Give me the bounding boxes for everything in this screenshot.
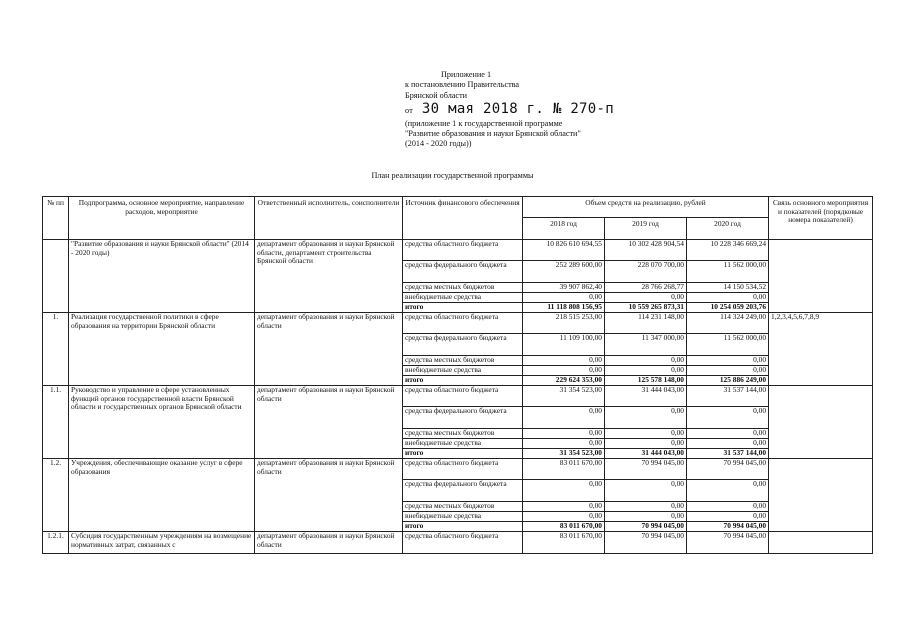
row-source: итого (403, 303, 523, 313)
row-value: 0,00 (605, 512, 687, 522)
row-value: 11 347 000,00 (605, 334, 687, 356)
row-value: 10 302 428 904,54 (605, 240, 687, 261)
row-source: средства федерального бюджета (403, 480, 523, 502)
row-value: 0,00 (523, 429, 605, 439)
row-value: 31 354 523,00 (523, 449, 605, 459)
row-source: средства областного бюджета (403, 240, 523, 261)
row-source: средства местных бюджетов (403, 502, 523, 512)
col-header-2020: 2020 год (687, 218, 769, 240)
row-value: 39 907 862,40 (523, 283, 605, 293)
row-value: 228 070 700,00 (605, 261, 687, 283)
row-value: 28 766 268,77 (605, 283, 687, 293)
row-num: 1.2. (43, 459, 69, 532)
row-value: 0,00 (605, 356, 687, 366)
row-value: 218 515 253,00 (523, 313, 605, 334)
row-name: Субсидия государственным учреждениям на возмещение нормативных затрат, связанных с (69, 532, 255, 554)
row-value: 14 150 534,52 (687, 283, 769, 293)
row-source: итого (403, 522, 523, 532)
program-plan-table (42, 196, 873, 554)
row-value: 11 109 100,00 (523, 334, 605, 356)
row-value: 0,00 (605, 293, 687, 303)
resolution-label: к постановлению Правительства (405, 80, 520, 90)
row-value: 70 994 045,00 (687, 522, 769, 532)
row-source: итого (403, 376, 523, 386)
row-value: 0,00 (523, 356, 605, 366)
row-value: 0,00 (687, 480, 769, 502)
row-value: 10 559 265 873,31 (605, 303, 687, 313)
row-value: 0,00 (687, 293, 769, 303)
row-name: "Развитие образования и науки Брянской области" (2014 - 2020 годы) (69, 240, 255, 313)
row-exec: департамент образования и науки Брянской области (255, 459, 403, 532)
row-value: 125 578 148,00 (605, 376, 687, 386)
col-header-name: Подпрограмма, основное мероприятие, направление расходов, мероприятие (69, 197, 255, 240)
row-value: 0,00 (605, 439, 687, 449)
row-source: средства федерального бюджета (403, 334, 523, 356)
table-row (43, 240, 873, 261)
row-value: 70 994 045,00 (605, 522, 687, 532)
row-value: 0,00 (523, 480, 605, 502)
row-source: внебюджетные средства (403, 366, 523, 376)
row-value: 70 994 045,00 (687, 532, 769, 554)
row-name: Учреждения, обеспечивающие оказание услуг в сфере образования (69, 459, 255, 532)
row-value: 83 011 670,00 (523, 522, 605, 532)
col-header-source: Источник финансового обеспечения (403, 197, 523, 240)
row-value: 114 231 148,00 (605, 313, 687, 334)
program-name: "Развитие образования и науки Брянской области" (405, 129, 581, 139)
row-value: 0,00 (523, 512, 605, 522)
row-value: 0,00 (523, 293, 605, 303)
row-value: 0,00 (687, 429, 769, 439)
row-source: средства местных бюджетов (403, 283, 523, 293)
row-num (43, 240, 69, 313)
region-label: Брянской области (405, 90, 468, 100)
row-value: 70 994 045,00 (605, 532, 687, 554)
row-value: 70 994 045,00 (605, 459, 687, 480)
row-value: 0,00 (523, 366, 605, 376)
row-link (769, 386, 873, 459)
row-source: средства областного бюджета (403, 459, 523, 480)
order-date-line (405, 101, 614, 119)
row-exec: департамент образования и науки Брянской области (255, 386, 403, 459)
row-value: 0,00 (687, 439, 769, 449)
program-years: (2014 - 2020 годы)) (405, 139, 472, 149)
row-value: 125 886 249,00 (687, 376, 769, 386)
row-exec: департамент образования и науки Брянской области (255, 313, 403, 386)
order-date: 30 мая 2018 г. (421, 100, 545, 117)
row-value: 31 354 523,00 (523, 386, 605, 407)
row-value: 229 624 353,00 (523, 376, 605, 386)
row-value: 0,00 (687, 356, 769, 366)
row-value: 11 562 000,00 (687, 334, 769, 356)
row-value: 0,00 (523, 439, 605, 449)
col-header-num: № пп (43, 197, 69, 240)
row-source: средства местных бюджетов (403, 429, 523, 439)
row-value: 70 994 045,00 (687, 459, 769, 480)
row-source: итого (403, 449, 523, 459)
row-name: Реализация государственной политики в сфере образования на территории Брянской области (69, 313, 255, 386)
row-value: 0,00 (605, 407, 687, 429)
row-value: 0,00 (605, 480, 687, 502)
row-value: 0,00 (687, 502, 769, 512)
order-prefix: от (405, 105, 414, 115)
row-value: 31 537 144,00 (687, 386, 769, 407)
row-source: внебюджетные средства (403, 439, 523, 449)
row-source: средства федерального бюджета (403, 407, 523, 429)
row-value: 252 289 600,00 (523, 261, 605, 283)
col-header-2019: 2019 год (605, 218, 687, 240)
row-source: внебюджетные средства (403, 512, 523, 522)
row-link (769, 240, 873, 313)
row-value: 0,00 (605, 366, 687, 376)
col-header-volume: Объем средств на реализацию, рублей (523, 197, 769, 218)
col-header-link: Связь основного мероприятия и показателей (порядковые номера показателей) (769, 197, 873, 240)
row-source: средства областного бюджета (403, 313, 523, 334)
row-value: 11 562 000,00 (687, 261, 769, 283)
row-value: 10 254 059 203,76 (687, 303, 769, 313)
row-source: средства областного бюджета (403, 532, 523, 554)
row-value: 11 118 808 156,95 (523, 303, 605, 313)
col-header-2018: 2018 год (523, 218, 605, 240)
row-num: 1. (43, 313, 69, 386)
row-source: средства федерального бюджета (403, 261, 523, 283)
row-source: средства областного бюджета (403, 386, 523, 407)
order-number: 270-п (570, 100, 614, 117)
document-header (405, 70, 614, 150)
row-value: 0,00 (605, 502, 687, 512)
row-link: 1,2,3,4,5,6,7,8,9 (769, 313, 873, 386)
row-value: 0,00 (687, 512, 769, 522)
row-num: 1.2.1. (43, 532, 69, 554)
row-source: внебюджетные средства (403, 293, 523, 303)
row-source: средства местных бюджетов (403, 356, 523, 366)
row-value: 0,00 (687, 407, 769, 429)
appendix-label: Приложение 1 (441, 70, 492, 79)
row-value: 83 011 670,00 (523, 532, 605, 554)
table-row (43, 386, 873, 407)
row-value: 0,00 (605, 429, 687, 439)
row-value: 0,00 (687, 366, 769, 376)
row-num: 1.1. (43, 386, 69, 459)
row-exec: департамент образования и науки Брянской области, департамент строительства Брянской области (255, 240, 403, 313)
row-exec: департамент образования и науки Брянской области (255, 532, 403, 554)
table-row (43, 532, 873, 554)
row-value: 31 444 043,00 (605, 386, 687, 407)
col-header-exec: Ответственный исполнитель, соисполнители (255, 197, 403, 240)
row-value: 0,00 (523, 407, 605, 429)
row-value: 10 826 610 694,55 (523, 240, 605, 261)
row-value: 0,00 (523, 502, 605, 512)
order-number-label: № (552, 100, 562, 117)
row-link (769, 459, 873, 532)
row-value: 83 011 670,00 (523, 459, 605, 480)
plan-title: План реализации государственной программы (371, 171, 534, 180)
row-value: 10 228 346 669,24 (687, 240, 769, 261)
table-row (43, 459, 873, 480)
row-value: 31 444 043,00 (605, 449, 687, 459)
row-value: 114 324 249,00 (687, 313, 769, 334)
program-appendix-note: (приложение 1 к государственной программе (405, 118, 563, 128)
row-name: Руководство и управление в сфере установленных функций органов государственной власти Брянской области и государственных органов Брянской области (69, 386, 255, 459)
table-row (43, 313, 873, 334)
row-link (769, 532, 873, 554)
row-value: 31 537 144,00 (687, 449, 769, 459)
